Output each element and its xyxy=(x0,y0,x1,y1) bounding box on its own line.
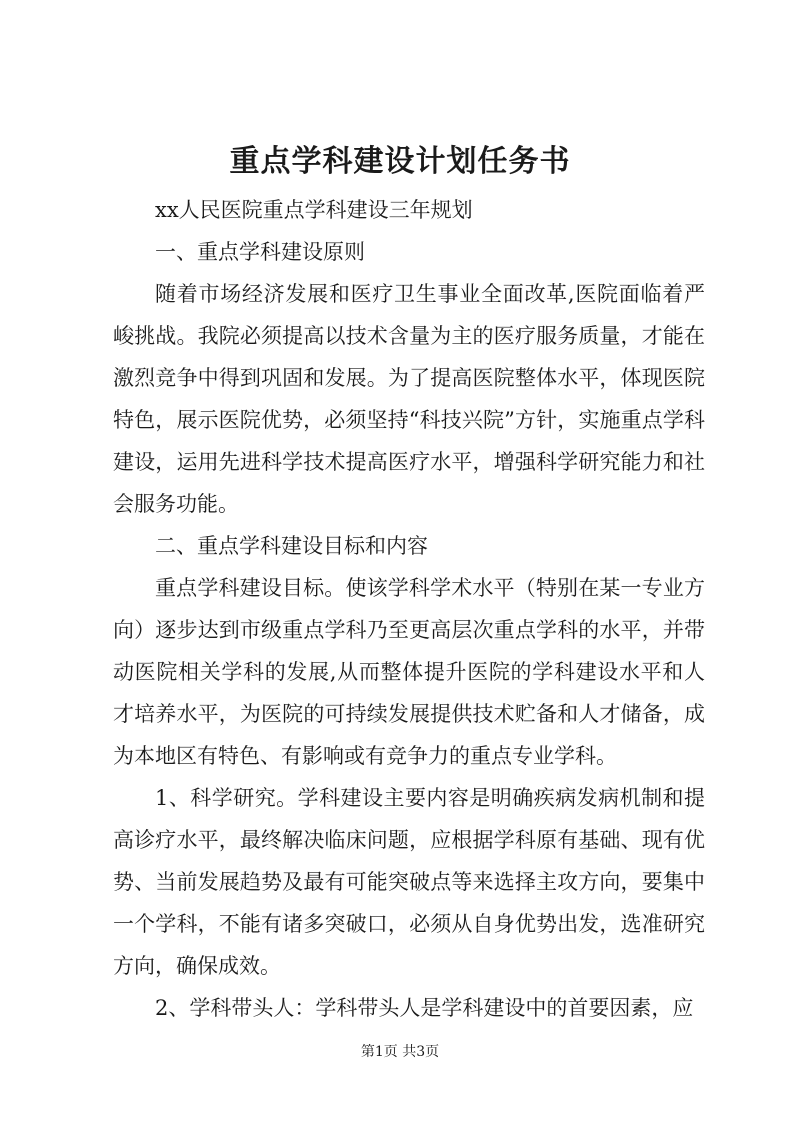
paragraph-research: 1、科学研究。学科建设主要内容是明确疾病发病机制和提高诊疗水平，最终解决临床问题，应根据学科原有基础、现有优势、当前发展趋势及最有可能突破点等来选择主攻方向，要集中一个学科，不能有诸多突破口，必须从自身优势出发，选准研究方向，确保成效。 xyxy=(113,786,705,978)
paragraph-section-1-heading: 一、重点学科建设原则 xyxy=(155,240,365,264)
paragraph-discipline-leader: 2、学科带头人：学科带头人是学科建设中的首要因素，应 xyxy=(155,996,694,1020)
paragraph-goals: 重点学科建设目标。使该学科学术水平（特别在某一专业方向）逐步达到市级重点学科乃至更高层次重点学科的水平，并带动医院相关学科的发展,从而整体提升医院的学科建设水平和人才培养水平，为医院的可持续发展提供技术贮备和人才储备，成为本地区有特色、有影响或有竞争力的重点专业学科。 xyxy=(113,576,705,768)
paragraph-section-2-heading: 二、重点学科建设目标和内容 xyxy=(155,534,428,558)
page-number-footer: 第1页 共3页 xyxy=(360,1044,440,1060)
document-title: 重点学科建设计划任务书 xyxy=(229,144,571,179)
paragraph-plan-heading: xx人民医院重点学科建设三年规划 xyxy=(155,198,473,222)
document-body xyxy=(113,189,705,1029)
paragraph-principles: 随着市场经济发展和医疗卫生事业全面改革,医院面临着严峻挑战。我院必须提高以技术含量为主的医疗服务质量，才能在激烈竞争中得到巩固和发展。为了提高医院整体水平，体现医院特色，展示医院优势，必须坚持“科技兴院”方针，实施重点学科建设，运用先进科学技术提高医疗水平，增强科学研究能力和社会服务功能。 xyxy=(113,282,705,516)
